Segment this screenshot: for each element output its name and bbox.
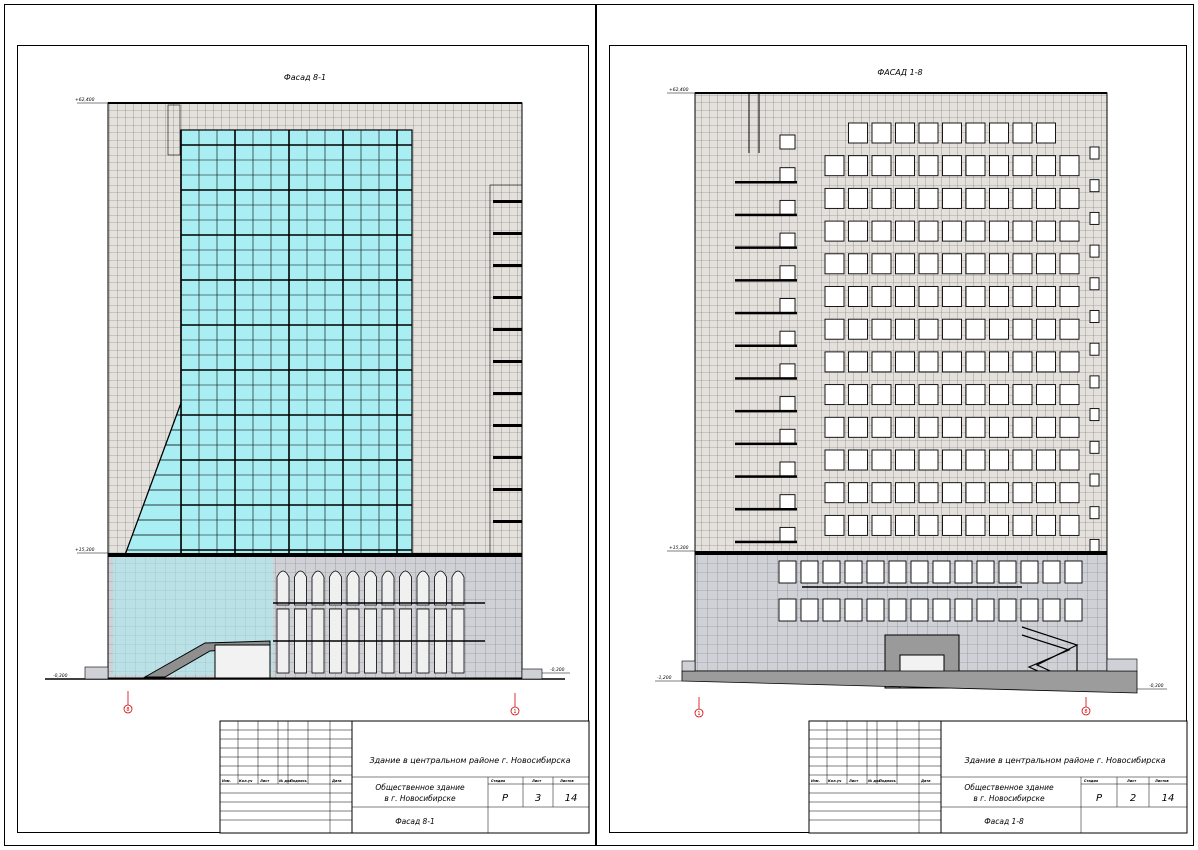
drawing-sheet-left [4,4,596,846]
stamp-sheet-name: Фасад 1-8 [984,817,1024,826]
entrance-door [215,645,270,678]
stamp-sheets-total: 14 [564,793,578,804]
facade-8-1-drawing [5,5,597,847]
svg-text:Изм.: Изм. [222,779,231,783]
svg-text:-0,300: -0,300 [53,674,68,679]
svg-text:Изм.: Изм. [811,779,820,783]
svg-text:-1,200: -1,200 [657,676,672,681]
svg-text:Подпись: Подпись [879,779,896,783]
svg-text:1: 1 [697,711,701,717]
level-mark-ground-left [53,673,85,679]
stamp-sheet-no: 2 [1129,793,1137,804]
level-mark-ground-right [542,667,570,673]
svg-text:№ док.: № док. [279,779,293,783]
level-mark-top [667,87,695,93]
svg-text:+15,300: +15,300 [669,546,689,551]
glass-curtain [181,130,412,555]
svg-text:Лист: Лист [260,779,270,783]
stamp-sheets-total: 14 [1161,793,1175,804]
svg-text:8: 8 [1084,709,1088,715]
stamp-object-2: в г. Новосибирске [973,794,1045,803]
axis-marker-left [124,691,132,713]
ground-strip [682,671,1137,693]
svg-text:8: 8 [126,707,130,713]
svg-text:Стадия: Стадия [491,779,506,783]
level-mark-ground-left [655,675,682,681]
facade-1-8-drawing [597,5,1195,847]
stamp-object-1: Общественное здание [964,783,1054,792]
axis-marker-right [511,693,519,715]
svg-text:+62,400: +62,400 [75,98,95,103]
svg-text:+15,300: +15,300 [75,548,95,553]
title-block [809,721,1187,833]
facade-title: ФАСАД 1-8 [877,68,923,77]
svg-text:Подпись: Подпись [290,779,307,783]
level-mark-top [75,97,108,103]
svg-text:Лист: Лист [849,779,859,783]
svg-text:Лист: Лист [1127,779,1137,783]
svg-text:Дата: Дата [921,779,931,783]
svg-text:-0,300: -0,300 [1149,684,1164,689]
svg-text:Листов: Листов [560,779,574,783]
level-mark-mid [667,545,695,551]
svg-text:Стадия: Стадия [1084,779,1099,783]
svg-text:+62,400: +62,400 [669,88,689,93]
svg-text:Лист: Лист [532,779,542,783]
stamp-stage: Р [1095,793,1103,804]
drawing-sheet-right [596,4,1194,846]
svg-text:Кол.уч: Кол.уч [828,779,842,783]
axis-marker-right [1082,697,1090,715]
stamp-object-1: Общественное здание [375,783,465,792]
stamp-object-2: в г. Новосибирске [384,794,456,803]
svg-text:Кол.уч: Кол.уч [239,779,253,783]
svg-text:№ док.: № док. [868,779,882,783]
stamp-project: Здание в центральном районе г. Новосибирска [369,756,571,765]
stamp-project: Здание в центральном районе г. Новосибирска [964,756,1166,765]
level-mark-ground-right [1137,683,1167,689]
facade-title: Фасад 8-1 [283,73,327,82]
axis-marker-left [695,697,703,717]
stamp-sheet-no: 3 [534,793,542,804]
level-mark-mid [75,547,108,553]
svg-text:-0,300: -0,300 [550,668,565,673]
svg-text:Листов: Листов [1155,779,1169,783]
svg-text:1: 1 [513,709,517,715]
stamp-sheet-name: Фасад 8-1 [395,817,435,826]
stamp-stage: Р [501,793,509,804]
title-block [220,721,589,833]
svg-text:Дата: Дата [332,779,342,783]
